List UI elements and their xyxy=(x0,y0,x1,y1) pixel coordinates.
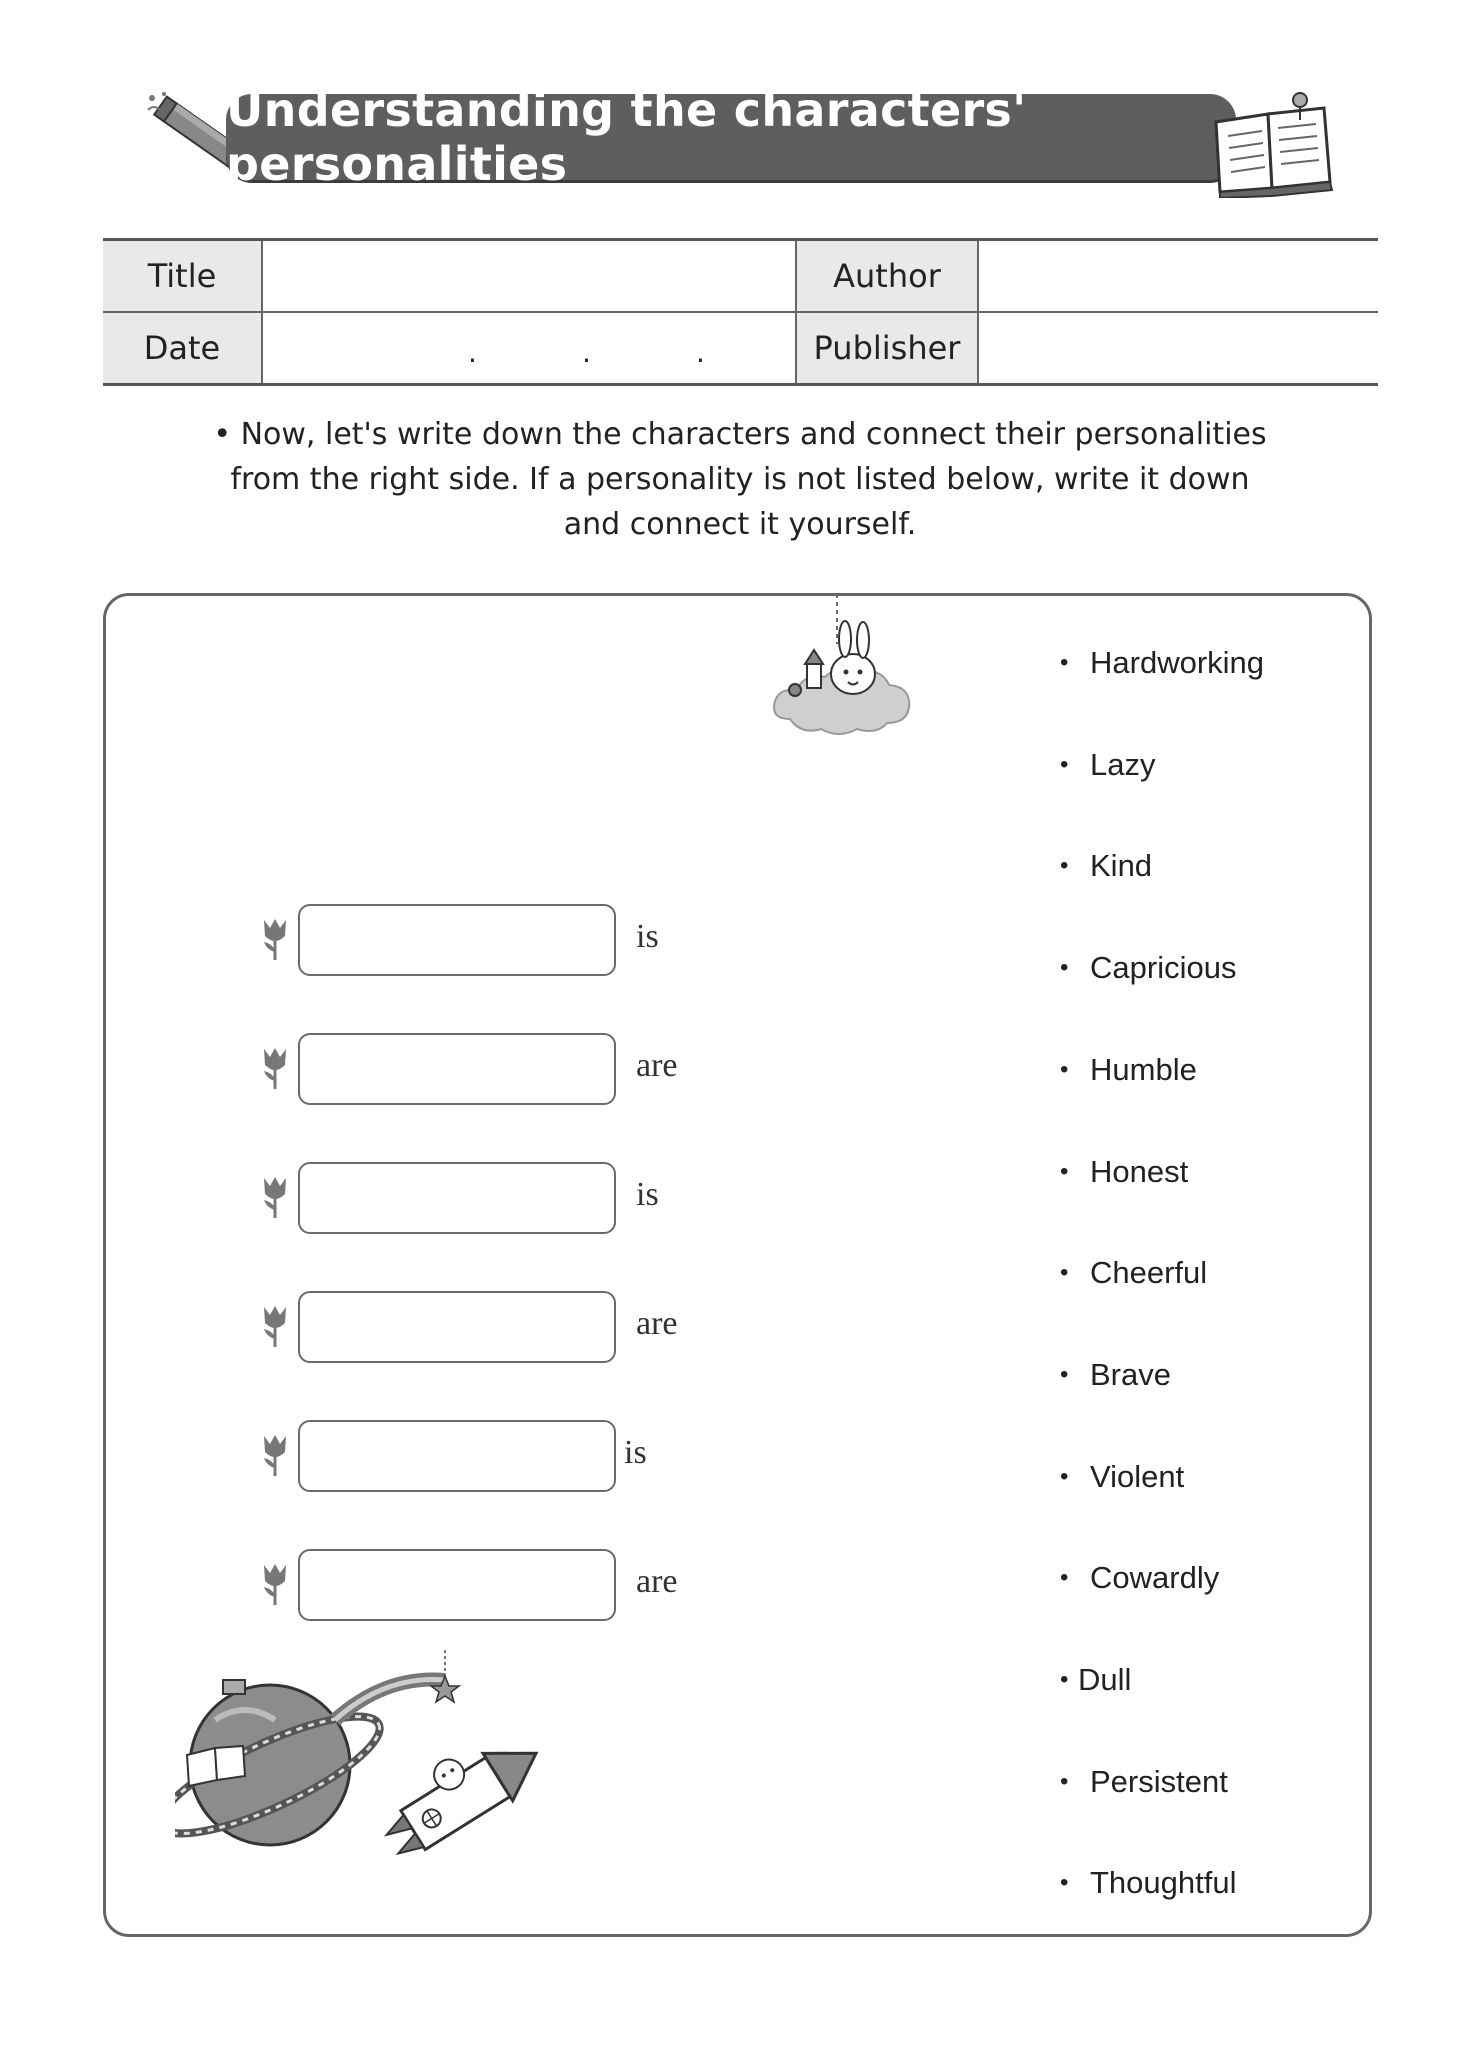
personality-item[interactable]: • Cheerful xyxy=(1060,1255,1208,1290)
personality-item[interactable]: • Honest xyxy=(1060,1154,1189,1189)
personality-item[interactable]: • Humble xyxy=(1060,1052,1197,1087)
tulip-icon xyxy=(260,1432,290,1478)
publisher-label: Publisher xyxy=(796,312,978,385)
tulip-icon xyxy=(260,1045,290,1091)
row-verb: are xyxy=(636,1047,678,1084)
planet-rocket-icon xyxy=(175,1650,575,1880)
personality-item[interactable]: • Brave xyxy=(1060,1357,1171,1392)
character-row xyxy=(260,904,760,976)
character-row xyxy=(260,1420,760,1492)
row-verb: is xyxy=(636,1176,659,1213)
tulip-icon xyxy=(260,916,290,962)
publisher-field[interactable] xyxy=(978,312,1378,385)
character-name-input[interactable] xyxy=(298,1162,616,1234)
tulip-icon xyxy=(260,1303,290,1349)
row-verb: are xyxy=(636,1563,678,1600)
personality-item[interactable]: • Lazy xyxy=(1060,747,1156,782)
character-name-input[interactable] xyxy=(298,1291,616,1363)
character-name-input[interactable] xyxy=(298,1549,616,1621)
personality-item[interactable]: • Thoughtful xyxy=(1060,1865,1237,1900)
book-icon xyxy=(1208,88,1338,198)
character-row xyxy=(260,1291,760,1363)
author-field[interactable] xyxy=(978,240,1378,313)
page-title: Understanding the characters' personalities xyxy=(226,83,1027,191)
date-separator: . xyxy=(582,336,591,369)
personality-item[interactable]: • Dull xyxy=(1060,1662,1132,1697)
date-separator: . xyxy=(696,336,705,369)
row-verb: is xyxy=(636,918,659,955)
book-info-table xyxy=(103,238,1378,386)
instructions xyxy=(150,412,1330,547)
character-name-input[interactable] xyxy=(298,1420,616,1492)
character-row xyxy=(260,1549,760,1621)
date-label: Date xyxy=(103,312,262,385)
instructions-line: from the right side. If a personality is not listed below, write it down xyxy=(230,462,1250,497)
author-label: Author xyxy=(796,240,978,313)
character-name-input[interactable] xyxy=(298,1033,616,1105)
personality-item[interactable]: • Kind xyxy=(1060,848,1153,883)
date-field[interactable] xyxy=(262,312,796,385)
tulip-icon xyxy=(260,1174,290,1220)
personality-item[interactable]: • Hardworking xyxy=(1060,645,1265,680)
personality-item[interactable]: • Cowardly xyxy=(1060,1560,1220,1595)
personality-item[interactable]: • Violent xyxy=(1060,1459,1185,1494)
personality-item[interactable]: • Capricious xyxy=(1060,950,1237,985)
date-separator: . xyxy=(468,336,477,369)
header-banner xyxy=(226,83,1236,191)
instructions-line: • Now, let's write down the characters and connect their personalities xyxy=(213,417,1267,452)
tulip-icon xyxy=(260,1561,290,1607)
row-verb: is xyxy=(624,1434,647,1471)
rabbit-on-cloud-icon xyxy=(765,594,935,759)
character-name-input[interactable] xyxy=(298,904,616,976)
title-field[interactable] xyxy=(262,240,796,313)
personality-item[interactable]: • Persistent xyxy=(1060,1764,1228,1799)
character-row xyxy=(260,1162,760,1234)
title-label: Title xyxy=(103,240,262,313)
character-row xyxy=(260,1033,760,1105)
instructions-line: and connect it yourself. xyxy=(563,507,917,542)
row-verb: are xyxy=(636,1305,678,1342)
